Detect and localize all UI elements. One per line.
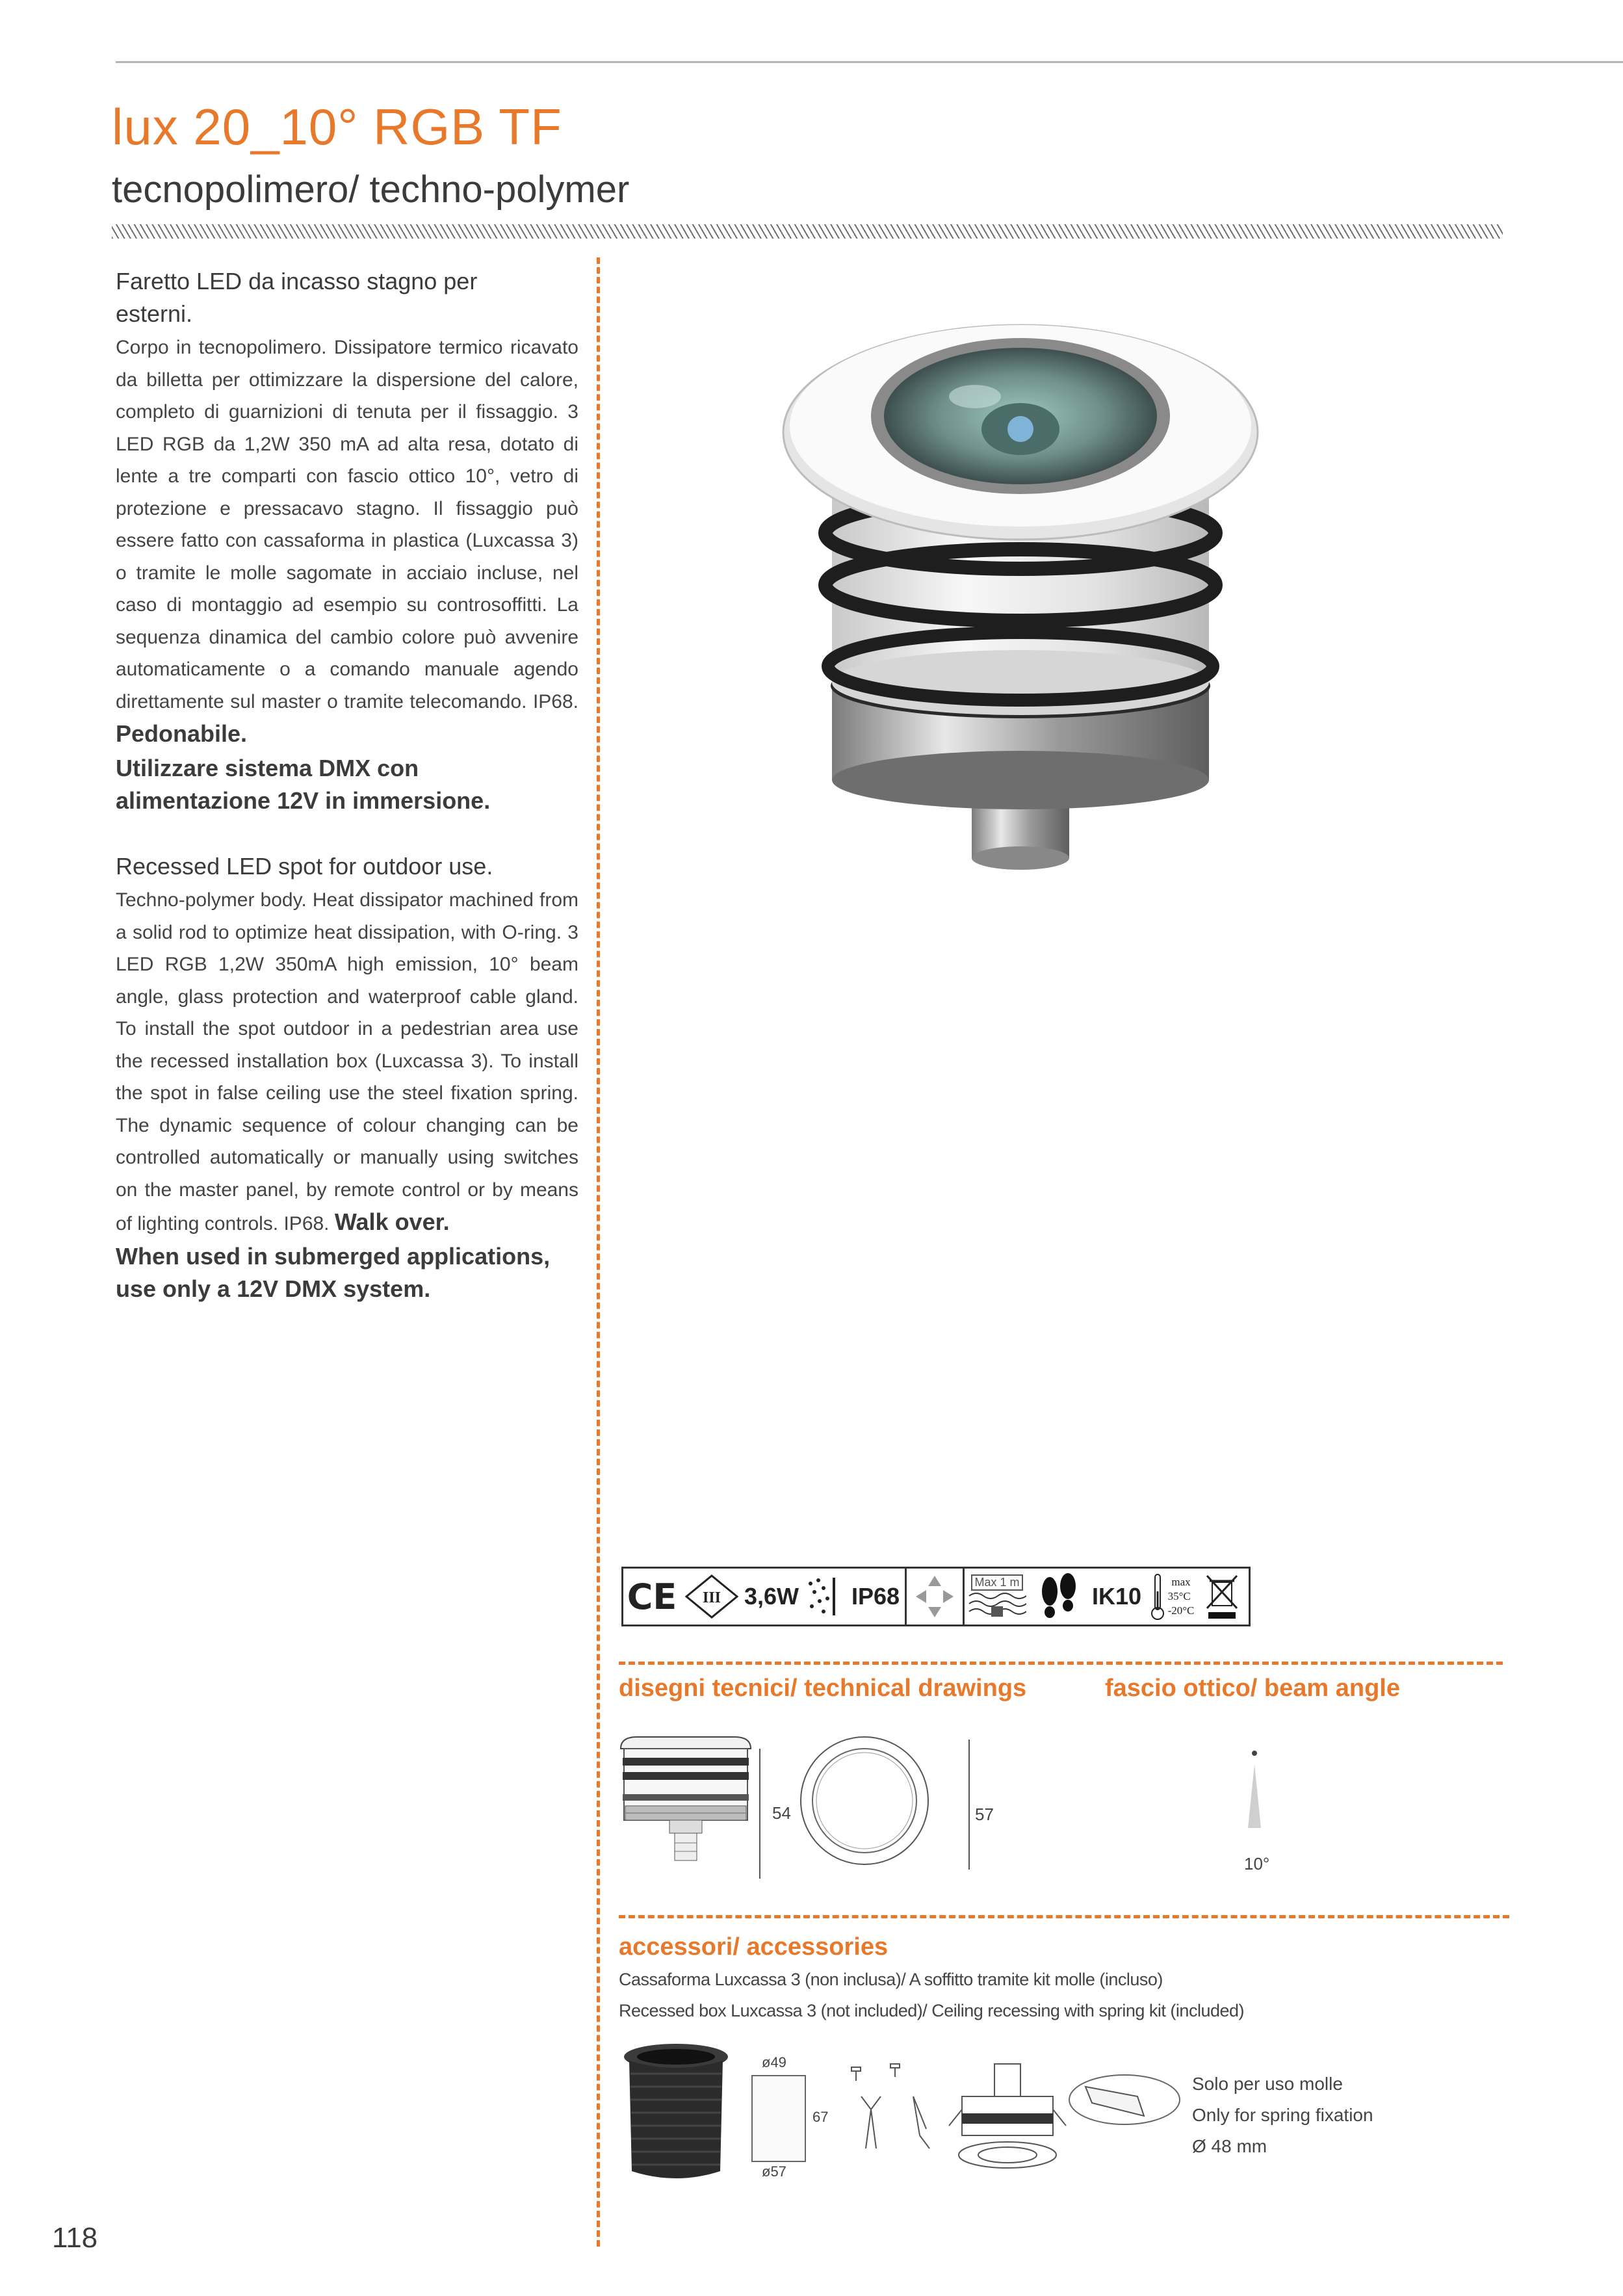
ip-rating-label: IP68	[846, 1569, 907, 1624]
spring-diameter: Ø 48 mm	[1192, 2136, 1267, 2156]
description-it-heading: Faretto LED da incasso stagno per esterni.	[116, 268, 478, 327]
diameter-dimension-line	[968, 1740, 970, 1870]
product-subtitle: tecnopolimero/ techno-polymer	[112, 168, 630, 211]
description-en-heading: Recessed LED spot for outdoor use.	[116, 853, 493, 880]
box-height: 67	[812, 2109, 829, 2125]
class-iii-icon	[681, 1569, 742, 1624]
certification-icons	[621, 1567, 1251, 1626]
section-divider-technical	[619, 1662, 1503, 1665]
power-label: 3,6W	[744, 1583, 799, 1610]
description-it	[116, 265, 578, 817]
accessories-line-en: Recessed box Luxcassa 3 (not included)/ Ceiling recessing with spring kit (included)	[619, 2001, 1244, 2020]
technical-drawings-title: disegni tecnici/ technical drawings	[619, 1675, 1027, 1702]
description-en-text: Techno-polymer body. Heat dissipator machined from a solid rod to optimize heat dissipation, with O-ring. 3 LED RGB 1,2W 350mA high emission, 10° beam angle, glass protection and waterproof cable gland. To install the spot outdoor in a pedestrian area use the recessed installation box (Luxcassa 3). To install the spot in false ceiling use the steel fixation spring. The dynamic sequence of colour changing can be controlled automatically or manually using switches on the master panel, by remote control or by means of lighting controls. IP68.	[116, 889, 578, 1234]
description-it-note: Utilizzare sistema DMX con alimentazione 12V in immersione.	[116, 754, 491, 814]
column-separator	[597, 257, 600, 2247]
weee-bin-icon	[1197, 1569, 1247, 1624]
beam-angle-value: 10°	[1244, 1854, 1270, 1873]
diameter-dimension: 57	[975, 1805, 994, 1824]
description-en-note: When used in submerged applications, use only a 12V DMX system.	[116, 1242, 551, 1302]
product-title: lux 20_10° RGB TF	[112, 98, 562, 155]
description-it-body	[116, 332, 578, 752]
footprints-icon	[1030, 1569, 1087, 1624]
box-bottom-diameter: ø57	[762, 2163, 786, 2180]
luxcassa-box-photo	[617, 2041, 734, 2184]
side-view-drawing	[611, 1729, 767, 1879]
submersion-depth-icon	[965, 1569, 1030, 1624]
box-top-diameter: ø49	[762, 2054, 786, 2070]
product-photo	[760, 319, 1280, 904]
temp-min: -20°C	[1167, 1604, 1195, 1617]
description-it-emphasis: Pedonabile.	[116, 720, 248, 747]
height-dimension: 54	[772, 1803, 791, 1823]
spring-clip-icon	[1066, 2070, 1183, 2129]
top-view-drawing	[796, 1732, 933, 1869]
height-dimension-line	[759, 1749, 760, 1879]
spring-note-it: Solo per uso molle	[1192, 2074, 1343, 2094]
accessories-title: accessori/ accessories	[619, 1933, 889, 1961]
depth-label: Max 1 m	[971, 1574, 1022, 1591]
description-en-emphasis: Walk over.	[334, 1208, 450, 1235]
temp-max: 35°C	[1167, 1590, 1191, 1602]
description-en-body	[116, 884, 578, 1240]
ce-mark-icon: CE	[627, 1576, 677, 1617]
section-divider-accessories	[619, 1915, 1509, 1918]
spring-installation-drawing	[845, 2057, 1092, 2181]
accessories-line-it: Cassaforma Luxcassa 3 (non inclusa)/ A soffitto tramite kit molle (incluso)	[619, 1970, 1163, 1989]
water-spray-icon	[801, 1569, 846, 1624]
beam-angle-icon	[1235, 1750, 1274, 1834]
impact-rating-label: IK10	[1091, 1583, 1142, 1610]
arrows-icon	[907, 1569, 965, 1624]
hatch-divider	[112, 224, 1503, 239]
temp-max-label: max	[1171, 1576, 1191, 1588]
spring-note-en: Only for spring fixation	[1192, 2105, 1373, 2125]
description-en	[116, 850, 578, 1305]
description-it-text: Corpo in tecnopolimero. Dissipatore termico ricavato da billetta per ottimizzare la dispersione del calore, completo di guarnizioni di tenuta per il fissaggio. 3 LED RGB da 1,2W 350 mA ad alta resa, dotato di lente a tre comparti con fascio ottico 10°, vetro di protezione e pressacavo stagno. Il fissaggio può essere fatto con cassaforma in plastica (Luxcassa 3) o tramite le molle sagomate in acciaio incluse, nel caso di montaggio ad esempio su controsoffitti. La sequenza dinamica del cambio colore può avvenire automaticamente o a comando manuale agendo direttamente sul master o tramite telecomando. IP68.	[116, 337, 578, 712]
page-number: 118	[52, 2222, 98, 2254]
class-iii-label: III	[702, 1589, 721, 1606]
top-rule	[116, 61, 1623, 63]
box-drawing	[751, 2075, 806, 2162]
temperature-icon	[1147, 1569, 1197, 1624]
beam-angle-title: fascio ottico/ beam angle	[1105, 1675, 1400, 1702]
